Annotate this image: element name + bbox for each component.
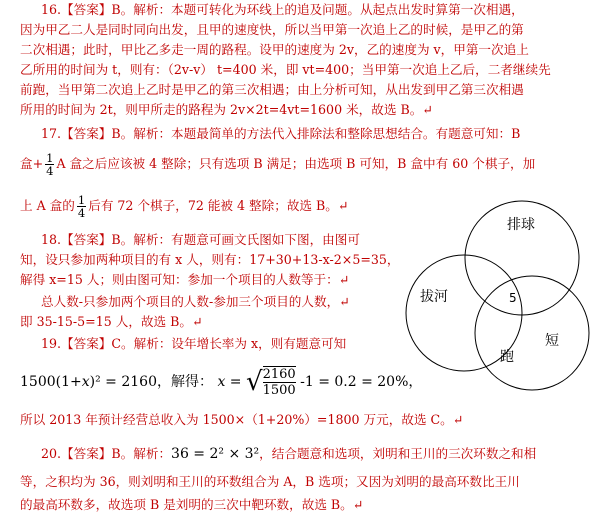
q17-line-3: [20, 192, 348, 220]
sqrt-numerator: 2160: [262, 367, 296, 382]
venn-center-count: 5: [509, 291, 517, 305]
q16-line-4: 乙所用的时间为 t，则有：（2v-v） t=400 米，即 vt=400；当甲第一次追上乙后，二者继续先: [20, 62, 551, 77]
fraction-one-quarter-2: [77, 194, 86, 219]
q20-line-1: [41, 446, 536, 462]
q17-line-2-rest: A 盒之后应该被 4 整除；只有选项 B 满足；由选项 B 可知，B 盒中有 60 个棋子，加: [56, 156, 536, 171]
q16-line-5: 前跑，当甲第二次追上乙时是甲乙的第三次相遇；由上分析可知，从出发到甲乙第三次相遇: [20, 82, 524, 97]
q18-line-3: 解得 x=15 人；则由图可知：参加一个项目的人数等于：↵: [20, 272, 350, 287]
q19-line-1: 19.【答案】C。解析：设年增长率为 x，则有题意可知: [41, 336, 347, 351]
q17-line-1: 17.【答案】B。解析：本题最简单的方法代入排除法和整除思想结合。有题意可知：B: [41, 126, 521, 141]
eq-var-x-2: x: [217, 374, 226, 390]
fraction-numerator-2: 1: [77, 193, 86, 207]
sqrt-denominator: 1500: [262, 383, 296, 398]
q18-line-1: 18.【答案】B。解析：有题意可画文氏图如下图，由图可: [41, 232, 360, 247]
q19-line-3: 所以 2013 年预计经营总收入为 1500×（1+20%）=1800 万元，故选 C。↵: [20, 412, 464, 427]
eq-squared: )² = 2160，解得：: [89, 374, 213, 390]
q17-line-2-prefix: 盒+: [20, 156, 44, 171]
venn-label-tugofwar: 拔河: [420, 289, 448, 305]
q16-line-2: 因为甲乙二人是同时同向出发，且甲的速度快，所以当甲第一次追上乙的时候，是甲乙的第: [20, 22, 524, 37]
eq-left: 1500(1+: [20, 374, 82, 390]
fraction-denominator-2: 4: [77, 206, 86, 220]
venn-label-volleyball: 排球: [507, 217, 535, 233]
q20-line-1-rest: ，结合题意和选项，刘明和王川的三次环数之和相: [259, 446, 537, 461]
venn-diagram: [402, 195, 600, 395]
fraction-one-quarter: [45, 152, 54, 177]
q20-line-1-prefix: 20.【答案】B。解析：: [41, 446, 172, 461]
sqrt-fraction: [263, 366, 296, 398]
fraction-numerator: 1: [46, 151, 54, 165]
q20-equation: 36 = 2² × 3²: [171, 446, 260, 462]
eq-right: -1 = 0.2 = 20%，: [295, 374, 423, 390]
q18-line-5: 即 35-15-5=15 人，故选 B。↵: [20, 314, 203, 329]
q18-line-2: 知，设只参加两种项目的有 x 人，则有：17+30+13-x-2×5=35，: [20, 252, 400, 267]
fraction-denominator: 4: [46, 164, 54, 178]
q20-line-3: 的最高环数多，故选项 B 是刘明的三次中靶环数，故选 B。↵: [20, 497, 364, 512]
eq-var-x: x: [81, 374, 90, 390]
sqrt-sign: √: [245, 367, 263, 397]
sqrt-expression: [246, 364, 296, 400]
q16-line-3: 二次相遇；此时，甲比乙多走一周的路程。设甲的速度为 2v，乙的速度为 v，甲第一次追上: [20, 42, 529, 57]
venn-circle-short-run: [475, 276, 589, 390]
eq-equals: =: [225, 374, 242, 390]
q17-line-3-prefix: 上 A 盒的: [20, 198, 75, 213]
q20-line-2: 等，之积均为 36，则刘明和王川的环数组合为 A，B 选项；又因为刘明的最高环数比王川: [20, 474, 520, 489]
q17-line-3-rest: 后有 72 个棋子，72 能被 4 整除；故选 B。↵: [88, 198, 349, 213]
q16-line-1: 16.【答案】B。解析：本题可转化为环线上的追及问题。从起点出发时算第一次相遇，: [41, 2, 524, 17]
venn-label-run: 跑: [500, 349, 514, 365]
q17-line-2: [20, 150, 535, 178]
q18-line-4: 总人数-只参加两个项目的人数-参加三个项目的人数，↵: [41, 294, 350, 309]
q19-equation: [20, 364, 422, 400]
q16-line-6: 所用的时间为 2t，则甲所走的路程为 2v×2t=4vt=1600 米，故选 B。↵: [20, 102, 433, 117]
venn-label-short: 短: [545, 333, 559, 349]
